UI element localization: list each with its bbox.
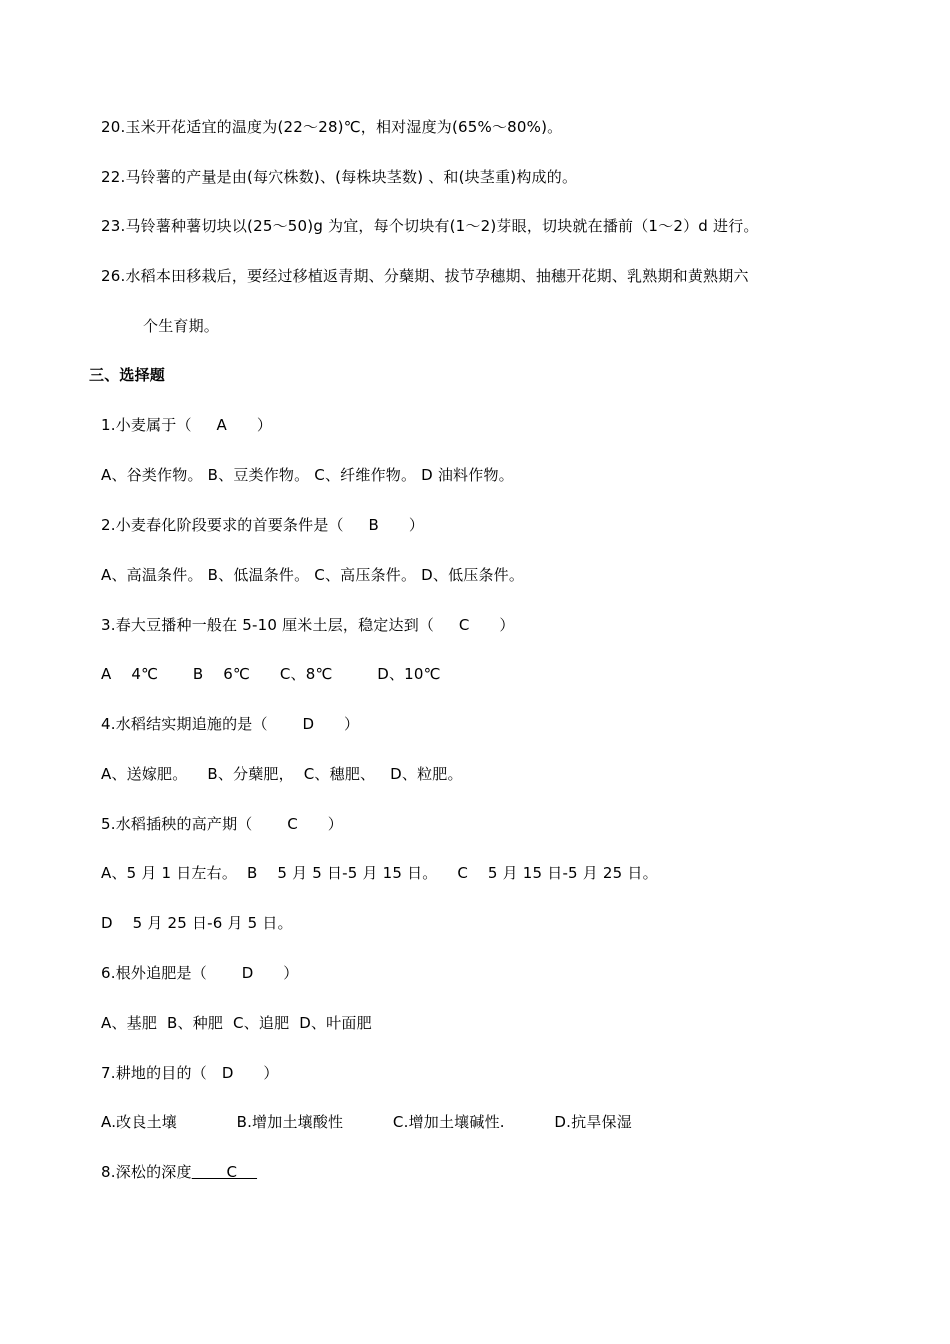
question-7-options: A.改良土壤 B.增加土壤酸性 C.增加土壤碱性. D.抗旱保湿 [101,1113,632,1131]
fill-in-item-23: 23.马铃薯种薯切块以(25～50)g 为宜，每个切块有(1～2)芽眼，切块就在播前（1～2）d 进行。 [101,217,759,235]
fill-in-item-22: 22.马铃薯的产量是由(每穴株数)、(每株块茎数) 、和(块茎重)构成的。 [101,168,578,186]
question-6-options: A、基肥 B、种肥 C、追肥 D、叶面肥 [101,1014,372,1032]
question-3: 3.春大豆播种一般在 5-10 厘米土层，稳定达到（ C ） [101,616,515,634]
fill-in-item-26: 26.水稻本田移栽后，要经过移植返青期、分蘖期、拔节孕穗期、抽穗开花期、乳熟期和黄熟期六 [101,267,749,285]
question-7: 7.耕地的目的（ D ） [101,1064,279,1082]
question-8 [101,1162,257,1182]
section-heading-multiple-choice: 三、选择题 [89,366,166,384]
question-2: 2.小麦春化阶段要求的首要条件是（ B ） [101,516,425,534]
question-8-answer-blank: C [191,1163,258,1181]
question-1: 1.小麦属于（ A ） [101,416,273,434]
question-1-options: A、谷类作物。 B、豆类作物。 C、纤维作物。 D 油料作物。 [101,466,514,484]
question-5-options: A、5 月 1 日左右。 B 5 月 5 日-5 月 15 日。 C 5 月 15 日-5 月 25 日。 [101,864,658,882]
question-8-prefix: 8.深松的深度 [101,1163,192,1181]
question-5-options-continuation: D 5 月 25 日-6 月 5 日。 [101,914,293,932]
fill-in-item-20: 20.玉米开花适宜的温度为(22～28)℃，相对湿度为(65%～80%)。 [101,118,563,136]
question-4: 4.水稻结实期追施的是（ D ） [101,715,360,733]
question-6: 6.根外追肥是（ D ） [101,964,299,982]
question-3-options: A 4℃ B 6℃ C、8℃ D、10℃ [101,665,441,683]
fill-in-item-26-continuation: 个生育期。 [143,317,220,335]
question-4-options: A、送嫁肥。 B、分蘖肥， C、穗肥、 D、粒肥。 [101,765,463,783]
question-2-options: A、高温条件。 B、低温条件。 C、高压条件。 D、低压条件。 [101,566,525,584]
question-5: 5.水稻插秧的高产期（ C ） [101,815,343,833]
